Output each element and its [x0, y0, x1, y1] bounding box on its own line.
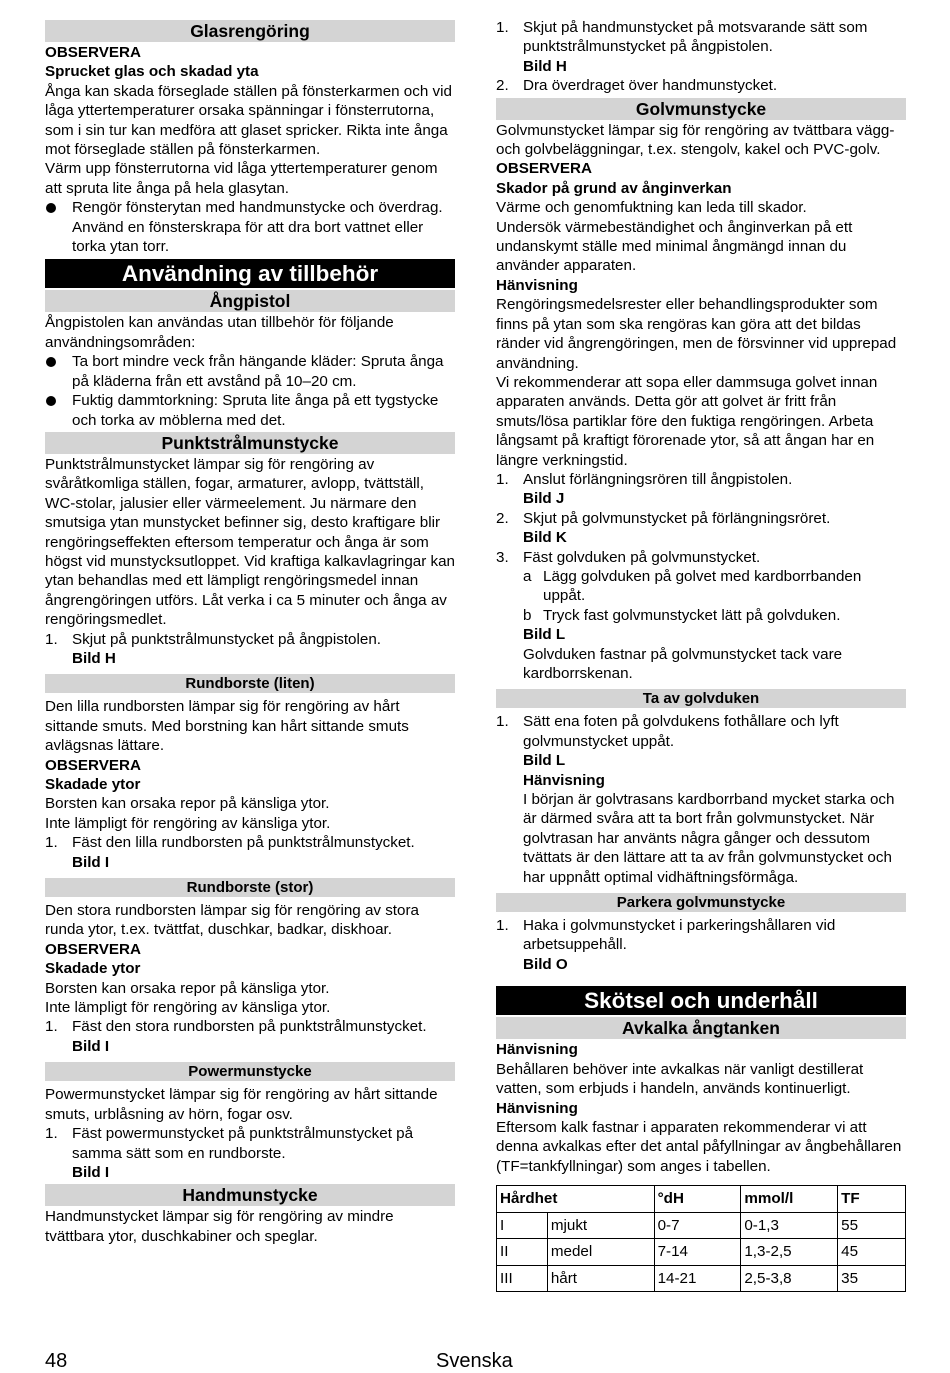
bullet-item: Ta bort mindre veck från hängande kläder: Spruta ånga på kläderna från ett avstånd på 10–20 cm.	[45, 352, 455, 391]
section-heading-punktstralmunstycke: Punktstrålmunstycke	[45, 432, 455, 454]
table-cell: medel	[547, 1239, 654, 1266]
right-column	[496, 18, 906, 1292]
paragraph: Behållaren behöver inte avkalkas när vanligt destillerat vatten, som erbjuds i handeln, används kontinuerligt.	[496, 1060, 864, 1098]
table-cell: 0-7	[654, 1212, 741, 1239]
step-item: 1. Anslut förlängningsrören till ångpistolen. Bild J	[496, 470, 906, 509]
step-item: 1. Fäst powermunstycket på punktstrålmunstycket på samma sätt som en rundborste. Bild I	[45, 1124, 455, 1182]
chapter-heading-anvandning: Användning av tillbehör	[45, 259, 455, 288]
paragraph: Borsten kan orsaka repor på känsliga ytor.	[45, 979, 330, 997]
table-header-cell: Hårdhet	[497, 1186, 655, 1213]
paragraph: Inte lämpligt för rengöring av känsliga ytor.	[45, 814, 331, 832]
table-cell: 7-14	[654, 1239, 741, 1266]
bullet-item: Fuktig dammtorkning: Spruta lite ånga på ett tygstycke och torka av möblerna med det.	[45, 391, 455, 430]
subsection-heading-parkera-golvmunstycke: Parkera golvmunstycke	[496, 893, 906, 912]
warning-label: OBSERVERA	[45, 756, 141, 774]
paragraph: Värme och genomfuktning kan leda till skador.	[496, 199, 807, 217]
paragraph: Handmunstycket lämpar sig för rengöring av mindre tvättbara ytor, duschkabiner och speglar.	[45, 1208, 394, 1245]
section-heading-handmunstycke: Handmunstycke	[45, 1184, 455, 1206]
figure-reference: Bild K	[523, 529, 567, 547]
figure-reference: Bild I	[72, 1163, 110, 1181]
section-heading-angpistol: Ångpistol	[45, 290, 455, 312]
footer-language: Svenska	[436, 1350, 513, 1372]
step-item: 1. Fäst den stora rundborsten på punktstrålmunstycket. Bild I	[45, 1017, 455, 1056]
paragraph: Undersök värmebeständighet och ånginverkan på ett undanskymt ställe med minimal ångmängd innan du använder apparaten.	[496, 218, 853, 275]
figure-reference: Bild H	[72, 649, 116, 667]
paragraph: Inte lämpligt för rengöring av känsliga ytor.	[45, 999, 331, 1017]
paragraph: Rengöringsmedelsrester eller behandlingsprodukter som finns på ytan som ska rengöras kan göra att det bildas ränder vid ångrengöringen, men de försvinner vid upprepad användning.	[496, 296, 897, 372]
note-label: Hänvisning	[496, 276, 578, 294]
table-cell: III	[497, 1265, 548, 1292]
subsection-heading-powermunstycke: Powermunstycke	[45, 1062, 455, 1081]
step-item: 1. Sätt ena foten på golvdukens fothållare och lyft golvmunstycket uppåt. Bild L Hänvisning I början är golvtrasans kardborrband mycket starka och är därmed svåra att ta bort från golvmunstycket. När golvtrasan har använts några gånger och dessutom tvättats är den lättare att ta av från golvmunstycket och har uppnått optimal vidhäftningsförmåga.	[496, 712, 906, 887]
table-cell: 35	[838, 1265, 906, 1292]
table-cell: I	[497, 1212, 548, 1239]
warning-label: OBSERVERA	[45, 940, 141, 958]
warning-label: OBSERVERA	[45, 44, 141, 61]
step-item: 1. Haka i golvmunstycket i parkeringshållaren vid arbetsuppehåll. Bild O	[496, 916, 906, 974]
figure-reference: Bild O	[523, 955, 568, 973]
table-header-cell: TF	[838, 1186, 906, 1213]
paragraph: Vi rekommenderar att sopa eller dammsuga golvet innan apparaten används. Detta gör att golvet är fritt från smuts/lösa partiklar före den fuktiga rengöringen. Arbeta långsamt på kraftigt förorenade ytor, så att ångan har en längre verkningstid.	[496, 373, 878, 469]
figure-reference: Bild I	[72, 853, 110, 871]
table-header-cell: °dH	[654, 1186, 741, 1213]
figure-reference: Bild H	[523, 57, 567, 75]
substep-item: b Tryck fast golvmunstycket lätt på golvduken.	[523, 606, 841, 624]
paragraph: Punktstrålmunstycket lämpar sig för rengöring av svåråtkomliga ställen, fogar, armaturer, avlopp, tvättställ, WC-stolar, jalusier eller värmeelement. Ju närmare den smutsiga ytan munstycket befinner sig, desto kraftigare blir rengöringseffekten eftersom temperatur och ånga är som högst vid munstycksutloppet. Vid kraftiga kalkavlagringar kan ytan behandlas med ett lämpligt rengöringsmedel innan ångrengöringen utförs. Låt verka i ca 5 minuter och ånga av rengöringsmedlet.	[45, 455, 455, 629]
warning-subtitle: Skador på grund av ånginverkan	[496, 179, 732, 197]
bullet-item: Rengör fönsterytan med handmunstycke och överdrag. Använd en fönsterskrapa för att dra bort vattnet eller torka ytan torr.	[45, 198, 455, 256]
note-label: Hänvisning	[523, 771, 605, 789]
table-cell: II	[497, 1239, 548, 1266]
table-header-cell: mmol/l	[741, 1186, 838, 1213]
warning-subtitle: Skadade ytor	[45, 960, 141, 978]
table-cell: hårt	[547, 1265, 654, 1292]
table-cell: 55	[838, 1212, 906, 1239]
section-heading-glasrengoring: Glasrengöring	[45, 20, 455, 42]
step-item: 2. Skjut på golvmunstycket på förlängningsröret. Bild K	[496, 509, 906, 548]
subsection-heading-rundborste-liten: Rundborste (liten)	[45, 674, 455, 693]
paragraph: Den stora rundborsten lämpar sig för rengöring av stora runda ytor, t.ex. tvättfat, duschkar, badkar, diskhoar.	[45, 902, 419, 939]
chapter-heading-skotsel: Skötsel och underhåll	[496, 986, 906, 1015]
step-item: 1. Skjut på handmunstycket på motsvarande sätt som punktstrålmunstycket på ångpistolen. Bild H	[496, 18, 906, 76]
table-cell: 0-1,3	[741, 1212, 838, 1239]
paragraph: Golvmunstycket lämpar sig för rengöring av tvättbara vägg- och golvbeläggningar, t.ex. stengolv, kakel och PVC-golv.	[496, 121, 895, 159]
paragraph: I början är golvtrasans kardborrband mycket starka och är därmed svåra att ta bort från golvmunstycket. När golvtrasan har använts några gånger och dessutom tvättats är den lättare att ta av från golvmunstycket och har uppnått optimal vidhäftningsförmåga.	[523, 791, 895, 886]
warning-subtitle: Skadade ytor	[45, 776, 141, 793]
subsection-heading-ta-av-golvduken: Ta av golvduken	[496, 689, 906, 708]
table-header-row	[497, 1186, 906, 1213]
note-label: Hänvisning	[496, 1041, 578, 1059]
step-item: 1. Fäst den lilla rundborsten på punktstrålmunstycket. Bild I	[45, 833, 455, 872]
table-cell: 45	[838, 1239, 906, 1266]
table-row	[497, 1265, 906, 1292]
table-cell: 14-21	[654, 1265, 741, 1292]
note-label: Hänvisning	[496, 1099, 578, 1117]
warning-label: OBSERVERA	[496, 160, 592, 178]
substep-item: a Lägg golvduken på golvet med kardborrbanden uppåt.	[523, 567, 862, 605]
paragraph: Eftersom kalk fastnar i apparaten rekommenderar vi att denna avkalkas efter det antal påfyllningar av ångbehållaren (TF=tankfyllningar) som anges i tabellen.	[496, 1118, 902, 1175]
table-row	[497, 1239, 906, 1266]
bullet-dot-icon	[46, 357, 56, 367]
table-row	[497, 1212, 906, 1239]
table-cell: mjukt	[547, 1212, 654, 1239]
step-item: 1. Skjut på punktstrålmunstycket på ångpistolen. Bild H	[45, 630, 455, 669]
step-item: 3. Fäst golvduken på golvmunstycket.	[496, 548, 761, 566]
step-item: 2. Dra överdraget över handmunstycket.	[496, 77, 778, 95]
paragraph: Ångpistolen kan användas utan tillbehör för följande användningsområden:	[45, 314, 394, 351]
table-cell: 2,5-3,8	[741, 1265, 838, 1292]
paragraph: Golvduken fastnar på golvmunstycket tack vare kardborrskenan.	[523, 645, 843, 682]
paragraph: Den lilla rundborsten lämpar sig för rengöring av hårt sittande smuts. Med borstning kan hårt sittande smuts avlägsnas lättare.	[45, 698, 409, 755]
paragraph: Värm upp fönsterrutorna vid låga yttertemperaturer genom att spruta lite ånga på hela glasytan.	[45, 160, 438, 197]
paragraph: Ånga kan skada förseglade ställen på fönsterkarmen och vid låga yttertemperaturer orsaka spänningar i fönsterrutorna, som i sin tur kan medföra att glaset spricker. Rikta inte ånga mot förseglade ställen på fönsterkarmen.	[45, 82, 452, 159]
bullet-dot-icon	[46, 396, 56, 406]
paragraph: Borsten kan orsaka repor på känsliga ytor.	[45, 795, 330, 813]
section-heading-golvmunstycke: Golvmunstycke	[496, 98, 906, 120]
figure-reference: Bild I	[72, 1037, 110, 1055]
figure-reference: Bild J	[523, 490, 565, 508]
subsection-heading-rundborste-stor: Rundborste (stor)	[45, 878, 455, 897]
water-hardness-table	[496, 1185, 906, 1292]
figure-reference: Bild L	[523, 626, 566, 644]
bullet-dot-icon	[46, 203, 56, 213]
paragraph: Powermunstycket lämpar sig för rengöring av hårt sittande smuts, urblåsning av hörn, fogar osv.	[45, 1086, 438, 1123]
left-column	[45, 18, 455, 1246]
figure-reference: Bild L	[523, 752, 566, 770]
table-cell: 1,3-2,5	[741, 1239, 838, 1266]
warning-subtitle: Sprucket glas och skadad yta	[45, 63, 259, 81]
page-number: 48	[45, 1350, 68, 1372]
section-heading-avkalka: Avkalka ångtanken	[496, 1017, 906, 1039]
